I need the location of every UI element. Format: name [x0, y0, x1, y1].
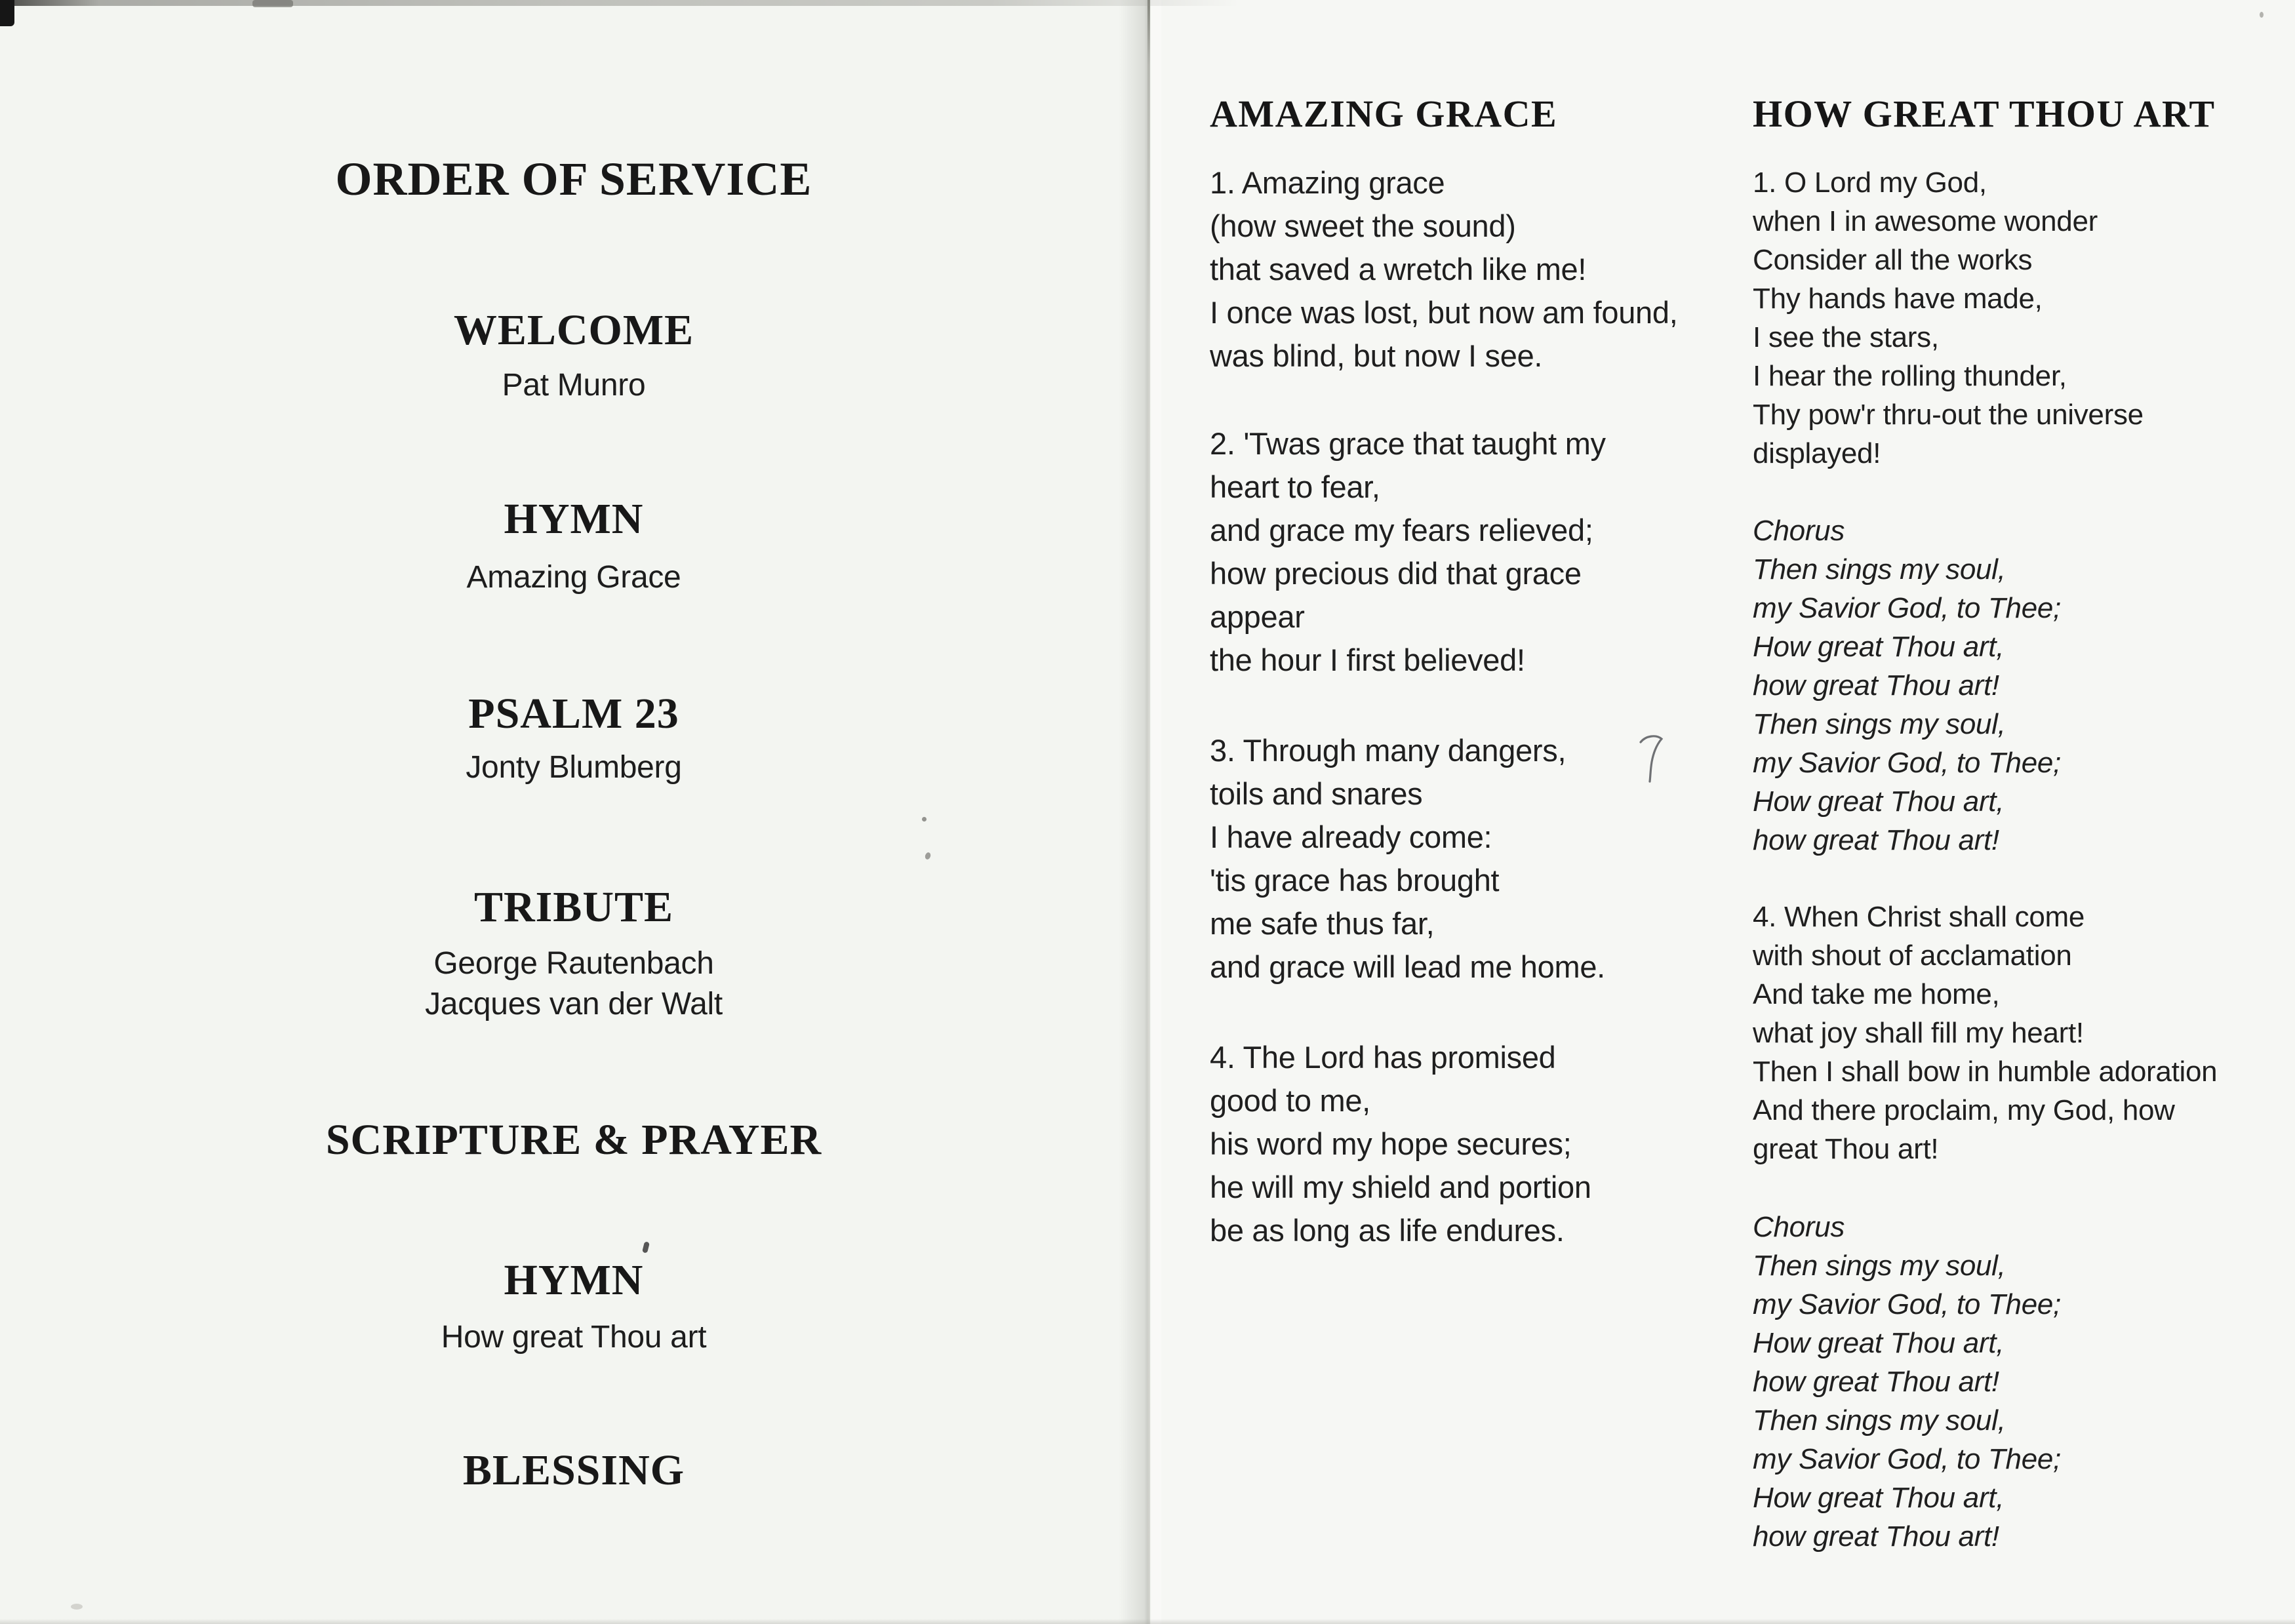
heading-hymn-2: HYMN	[504, 1256, 644, 1304]
text-line: his word my hope secures;	[1210, 1126, 1572, 1161]
fold-crease-line	[1148, 0, 1150, 1624]
dust-speck	[922, 817, 927, 822]
hgta-verse-4	[1753, 898, 2217, 1168]
text-line: how great Thou art!	[1753, 1520, 1999, 1553]
amazing-grace-title: AMAZING GRACE	[1210, 92, 1558, 135]
text-line: 'tis grace has brought	[1210, 863, 1500, 898]
text-line: appear	[1210, 599, 1305, 634]
text-line: toils and snares	[1210, 776, 1423, 811]
text-line: and grace will lead me home.	[1210, 949, 1605, 984]
amazing-grace-verse-4	[1210, 1036, 1591, 1252]
text-line: my Savior God, to Thee;	[1753, 747, 2061, 779]
text-line: I have already come:	[1210, 820, 1492, 854]
text-line: How great Thou art,	[1753, 1482, 2005, 1514]
text-line: Consider all the works	[1753, 244, 2033, 276]
dust-speck	[2260, 12, 2264, 18]
scanner-corner-artifact	[0, 0, 14, 26]
text-line: with shout of acclamation	[1753, 940, 2072, 972]
text-line: Then sings my soul,	[1753, 1250, 2006, 1282]
welcome-names	[197, 365, 951, 406]
text-line: Thy hands have made,	[1753, 283, 2043, 315]
text-line: 3. Through many dangers,	[1210, 733, 1567, 768]
text-line: Jacques van der Walt	[425, 987, 723, 1021]
text-line: was blind, but now I see.	[1210, 338, 1543, 373]
text-line: I once was lost, but now am found,	[1210, 295, 1678, 330]
dust-speck	[71, 1604, 83, 1610]
how-great-thou-art-title: HOW GREAT THOU ART	[1753, 92, 2216, 135]
hgta-verse-1	[1753, 163, 2144, 473]
text-line: displayed!	[1753, 437, 1881, 469]
text-line: my Savior God, to Thee;	[1753, 1288, 2061, 1320]
text-line: Chorus	[1753, 515, 1845, 547]
text-line: How great Thou art,	[1753, 1327, 2005, 1359]
text-line: how great Thou art!	[1753, 824, 1999, 856]
fold-highlight	[1151, 0, 1161, 1624]
text-line: me safe thus far,	[1210, 906, 1435, 941]
text-line: 4. When Christ shall come	[1753, 901, 2085, 933]
scanner-top-smudge	[252, 0, 293, 7]
hymn-1-name	[197, 557, 951, 598]
text-line: Thy pow'r thru-out the universe	[1753, 399, 2144, 431]
text-line: and grace my fears relieved;	[1210, 513, 1593, 547]
text-line: how great Thou art!	[1753, 669, 1999, 702]
text-line: I hear the rolling thunder,	[1753, 360, 2067, 392]
text-line: be as long as life endures.	[1210, 1213, 1565, 1248]
fold-shadow	[1119, 0, 1149, 1624]
text-line: what joy shall fill my heart!	[1753, 1017, 2084, 1049]
text-line: Chorus	[1753, 1211, 1845, 1243]
text-line: my Savior God, to Thee;	[1753, 592, 2061, 624]
heading-scripture-prayer: SCRIPTURE & PRAYER	[325, 1116, 822, 1164]
text-line: the hour I first believed!	[1210, 643, 1525, 677]
text-line: How great Thou art,	[1753, 785, 2005, 818]
tribute-names	[197, 943, 951, 1025]
text-line: he will my shield and portion	[1210, 1170, 1591, 1204]
hymn-2-name	[197, 1317, 951, 1358]
text-line: Then sings my soul,	[1753, 553, 2006, 585]
text-line: 2. 'Twas grace that taught my	[1210, 426, 1606, 461]
text-line: And take me home,	[1753, 978, 2000, 1010]
text-line: 1. O Lord my God,	[1753, 167, 1987, 199]
text-line: How great Thou art	[441, 1320, 707, 1355]
text-line: how great Thou art!	[1753, 1366, 1999, 1398]
dust-speck	[924, 852, 931, 860]
text-line: I see the stars,	[1753, 321, 1939, 353]
heading-blessing: BLESSING	[462, 1446, 685, 1494]
heading-tribute: TRIBUTE	[473, 883, 674, 931]
text-line: How great Thou art,	[1753, 631, 2005, 663]
amazing-grace-verse-2	[1210, 422, 1606, 682]
text-line: when I in awesome wonder	[1753, 205, 2098, 237]
text-line: And there proclaim, my God, how	[1753, 1094, 2175, 1126]
pen-mark-artifact	[1638, 733, 1667, 784]
scanner-bottom-edge-artifact	[0, 1619, 2295, 1624]
hgta-chorus-1	[1753, 511, 2061, 860]
text-line: good to me,	[1210, 1083, 1370, 1118]
text-line: Then sings my soul,	[1753, 1404, 2006, 1436]
text-line: George Rautenbach	[433, 946, 714, 981]
scanner-top-edge-artifact	[0, 0, 1239, 6]
text-line: heart to fear,	[1210, 469, 1380, 504]
text-line: 1. Amazing grace	[1210, 165, 1445, 200]
text-line: Pat Munro	[502, 368, 646, 403]
text-line: my Savior God, to Thee;	[1753, 1443, 2061, 1475]
heading-hymn-1: HYMN	[504, 495, 644, 543]
text-line: 4. The Lord has promised	[1210, 1040, 1556, 1075]
text-line: that saved a wretch like me!	[1210, 252, 1587, 287]
text-line: Then I shall bow in humble adoration	[1753, 1056, 2218, 1088]
text-line: Amazing Grace	[466, 560, 681, 595]
text-line: great Thou art!	[1753, 1133, 1939, 1165]
amazing-grace-verse-1	[1210, 161, 1677, 378]
psalm-23-names	[197, 747, 951, 788]
hgta-chorus-2	[1753, 1208, 2061, 1556]
text-line: (how sweet the sound)	[1210, 208, 1516, 243]
heading-psalm-23: PSALM 23	[468, 690, 679, 738]
text-line: Jonty Blumberg	[466, 750, 682, 785]
heading-welcome: WELCOME	[453, 306, 694, 354]
text-line: Then sings my soul,	[1753, 708, 2006, 740]
order-of-service-title: ORDER OF SERVICE	[335, 153, 812, 205]
amazing-grace-verse-3	[1210, 729, 1605, 989]
text-line: how precious did that grace	[1210, 556, 1582, 591]
pen-dot-artifact	[642, 1241, 650, 1253]
